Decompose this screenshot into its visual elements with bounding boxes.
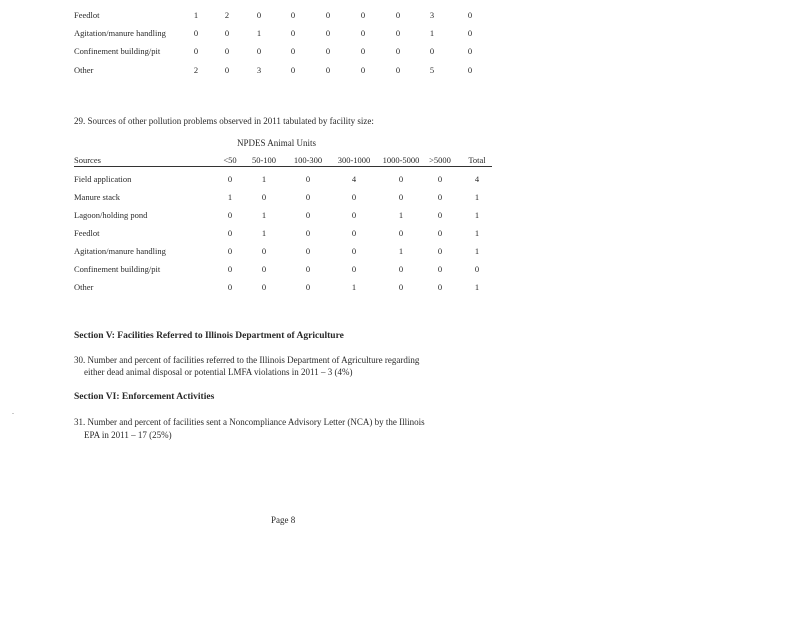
cell: 0 xyxy=(261,282,267,292)
cell: 0 xyxy=(467,10,473,20)
cell: 0 xyxy=(305,210,311,220)
section-5-heading: Section V: Facilities Referred to Illinois Department of Agriculture xyxy=(74,331,344,341)
row-label: Manure stack xyxy=(74,192,121,202)
cell: 0 xyxy=(398,264,404,274)
cell: 0 xyxy=(395,46,401,56)
table-row xyxy=(0,173,800,185)
table-row xyxy=(0,45,800,57)
cell: 0 xyxy=(437,210,443,220)
cell: 4 xyxy=(351,174,357,184)
cell: 0 xyxy=(395,65,401,75)
cell: 0 xyxy=(437,228,443,238)
col-header: 300-1000 xyxy=(337,155,371,165)
cell: 0 xyxy=(227,246,233,256)
cell: 1 xyxy=(351,282,357,292)
table-row xyxy=(0,27,800,39)
col-header: <50 xyxy=(223,155,237,165)
cell: 1 xyxy=(474,282,480,292)
cell: 1 xyxy=(474,192,480,202)
question-31-line1: 31. Number and percent of facilities sent a Noncompliance Advisory Letter (NCA) by the Illinois xyxy=(74,417,425,427)
cell: 0 xyxy=(437,192,443,202)
cell: 0 xyxy=(467,28,473,38)
cell: 0 xyxy=(437,264,443,274)
row-label: Other xyxy=(74,65,94,75)
cell: 1 xyxy=(261,174,267,184)
cell: 0 xyxy=(305,228,311,238)
cell: 0 xyxy=(467,65,473,75)
margin-mark: . xyxy=(12,407,14,416)
cell: 0 xyxy=(305,174,311,184)
col-header-sources: Sources xyxy=(74,155,101,165)
cell: 0 xyxy=(290,46,296,56)
col-header: >5000 xyxy=(429,155,451,165)
cell: 0 xyxy=(305,282,311,292)
row-label: Feedlot xyxy=(74,10,100,20)
cell: 1 xyxy=(261,228,267,238)
cell: 0 xyxy=(360,10,366,20)
table-row xyxy=(0,191,800,203)
cell: 0 xyxy=(360,46,366,56)
cell: 0 xyxy=(325,65,331,75)
section-6-heading: Section VI: Enforcement Activities xyxy=(74,392,215,402)
cell: 0 xyxy=(227,264,233,274)
cell: 1 xyxy=(398,210,404,220)
cell: 1 xyxy=(261,210,267,220)
question-31-line2: EPA in 2011 – 17 (25%) xyxy=(84,430,172,440)
question-29: 29. Sources of other pollution problems observed in 2011 tabulated by facility size: xyxy=(74,116,374,126)
cell: 0 xyxy=(467,46,473,56)
col-header: 100-300 xyxy=(293,155,323,165)
cell: 1 xyxy=(474,210,480,220)
table-row xyxy=(0,281,800,293)
cell: 0 xyxy=(395,10,401,20)
header-rule xyxy=(74,166,492,167)
cell: 0 xyxy=(227,210,233,220)
cell: 0 xyxy=(398,282,404,292)
cell: 4 xyxy=(474,174,480,184)
cell: 0 xyxy=(360,28,366,38)
row-label: Lagoon/holding pond xyxy=(74,210,148,220)
row-label: Feedlot xyxy=(74,228,100,238)
row-label: Agitation/manure handling xyxy=(74,28,166,38)
cell: 0 xyxy=(360,65,366,75)
table-row xyxy=(0,64,800,76)
cell: 0 xyxy=(305,246,311,256)
table-row xyxy=(0,209,800,221)
table-row xyxy=(0,263,800,275)
col-header: 50-100 xyxy=(251,155,277,165)
cell: 0 xyxy=(193,46,199,56)
cell: 1 xyxy=(474,246,480,256)
cell: 0 xyxy=(395,28,401,38)
cell: 1 xyxy=(256,28,262,38)
group-header: NPDES Animal Units xyxy=(237,138,317,148)
row-label: Other xyxy=(74,282,94,292)
question-30-line2: either dead animal disposal or potential LMFA violations in 2011 – 3 (4%) xyxy=(84,367,353,377)
cell: 3 xyxy=(429,10,435,20)
cell: 0 xyxy=(351,192,357,202)
cell: 0 xyxy=(256,10,262,20)
cell: 1 xyxy=(227,192,233,202)
cell: 0 xyxy=(193,28,199,38)
cell: 0 xyxy=(325,46,331,56)
row-label: Confinement building/pit xyxy=(74,46,161,56)
table-row xyxy=(0,9,800,21)
cell: 0 xyxy=(351,228,357,238)
cell: 0 xyxy=(261,192,267,202)
cell: 0 xyxy=(256,46,262,56)
cell: 0 xyxy=(227,174,233,184)
cell: 2 xyxy=(224,10,230,20)
cell: 0 xyxy=(437,246,443,256)
cell: 5 xyxy=(429,65,435,75)
cell: 1 xyxy=(193,10,199,20)
cell: 0 xyxy=(261,246,267,256)
cell: 3 xyxy=(256,65,262,75)
cell: 0 xyxy=(325,28,331,38)
cell: 1 xyxy=(398,246,404,256)
cell: 0 xyxy=(398,228,404,238)
cell: 0 xyxy=(224,46,230,56)
cell: 0 xyxy=(290,28,296,38)
cell: 0 xyxy=(351,246,357,256)
cell: 0 xyxy=(290,65,296,75)
row-label: Field application xyxy=(74,174,132,184)
cell: 0 xyxy=(305,192,311,202)
row-label: Confinement building/pit xyxy=(74,264,161,274)
cell: 1 xyxy=(429,28,435,38)
cell: 0 xyxy=(305,264,311,274)
cell: 0 xyxy=(437,174,443,184)
cell: 0 xyxy=(224,65,230,75)
cell: 0 xyxy=(224,28,230,38)
cell: 0 xyxy=(325,10,331,20)
cell: 2 xyxy=(193,65,199,75)
cell: 0 xyxy=(398,192,404,202)
table-row xyxy=(0,227,800,239)
cell: 0 xyxy=(429,46,435,56)
col-header: Total xyxy=(468,155,486,165)
cell: 0 xyxy=(398,174,404,184)
cell: 1 xyxy=(474,228,480,238)
cell: 0 xyxy=(227,228,233,238)
table-row xyxy=(0,245,800,257)
cell: 0 xyxy=(227,282,233,292)
cell: 0 xyxy=(474,264,480,274)
page-number: Page 8 xyxy=(271,515,296,525)
question-30-line1: 30. Number and percent of facilities referred to the Illinois Department of Agriculture regarding xyxy=(74,355,420,365)
col-header: 1000-5000 xyxy=(382,155,420,165)
cell: 0 xyxy=(290,10,296,20)
cell: 0 xyxy=(351,264,357,274)
cell: 0 xyxy=(261,264,267,274)
cell: 0 xyxy=(351,210,357,220)
cell: 0 xyxy=(437,282,443,292)
row-label: Agitation/manure handling xyxy=(74,246,166,256)
